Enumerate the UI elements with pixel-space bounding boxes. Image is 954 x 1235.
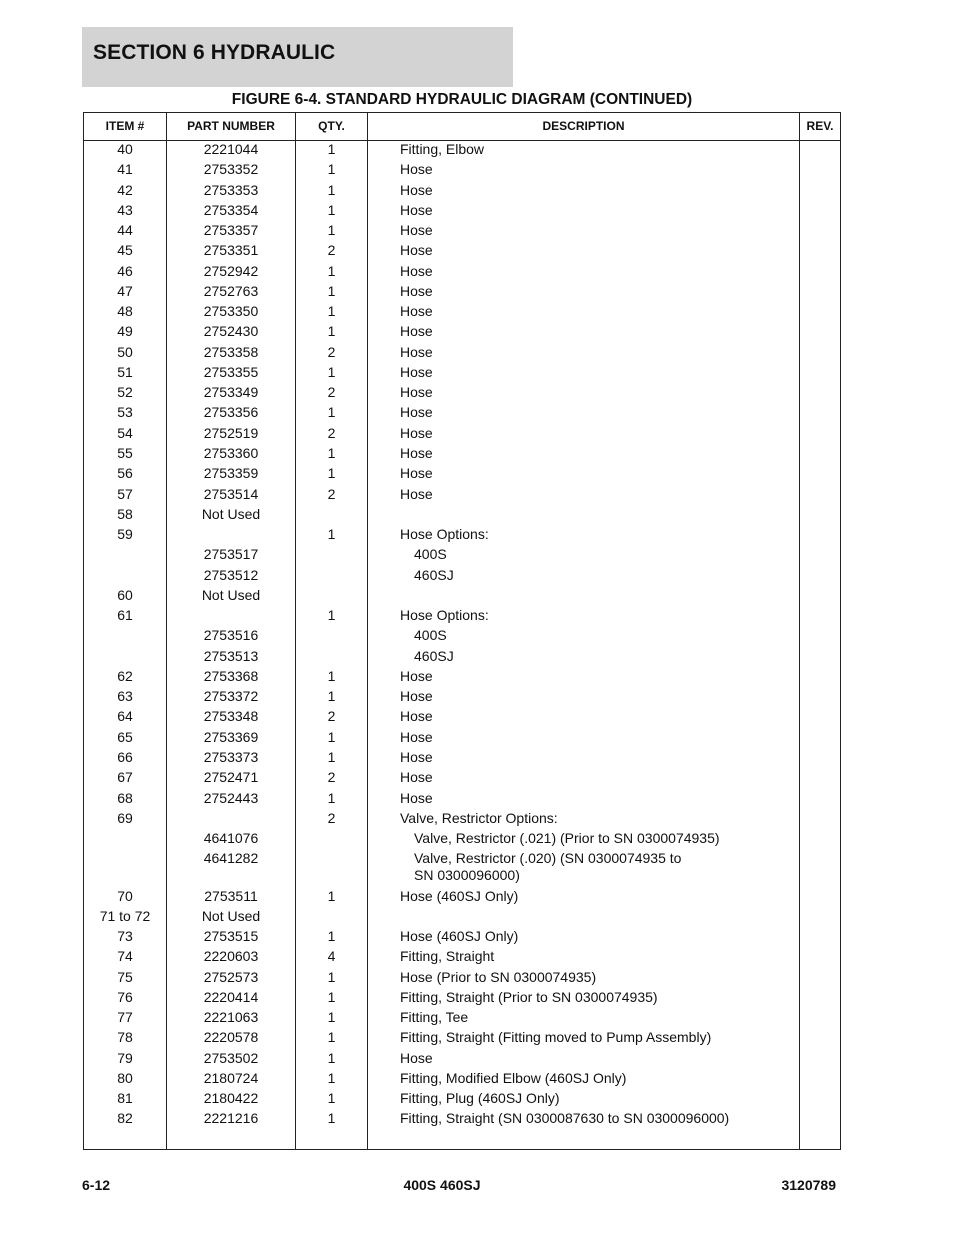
table-row [84, 384, 840, 404]
item-number-cell: 66 [117, 748, 133, 765]
description-line: Hose [400, 181, 433, 198]
part-number-cell: 4641282 [203, 850, 259, 867]
description-line: Valve, Restrictor (.021) (Prior to SN 0300074935) [414, 830, 720, 847]
qty-cell: 4 [327, 948, 336, 965]
table-row [84, 688, 840, 708]
description-line: Hose [400, 384, 433, 401]
qty-cell: 1 [327, 465, 336, 482]
item-number-cell: 57 [117, 485, 133, 502]
part-number-cell: Not Used [201, 505, 261, 522]
table-row [84, 141, 840, 161]
qty-cell: 1 [327, 181, 336, 198]
item-number-cell: 81 [117, 1090, 133, 1107]
table-row [84, 303, 840, 323]
description-line: Hose [400, 222, 433, 239]
description-cell [400, 668, 800, 685]
table-row [84, 283, 840, 303]
part-number-cell: 2753502 [203, 1049, 259, 1066]
description-cell [400, 688, 800, 705]
table-row [84, 989, 840, 1009]
part-number-cell: 2753353 [203, 181, 259, 198]
item-number-cell: 49 [117, 323, 133, 340]
table-row [84, 222, 840, 242]
qty-cell: 1 [327, 1029, 336, 1046]
item-number-cell: 79 [117, 1049, 133, 1066]
table-row [84, 850, 840, 887]
part-number-cell: 2220603 [203, 948, 259, 965]
description-cell [400, 526, 800, 543]
table-row [84, 1090, 840, 1110]
table-row [84, 790, 840, 810]
table-row [84, 969, 840, 989]
item-number-cell: 77 [117, 1009, 133, 1026]
qty-cell: 2 [327, 809, 336, 826]
part-number-cell: 2220578 [203, 1029, 259, 1046]
item-number-cell: 52 [117, 384, 133, 401]
description-cell [400, 425, 800, 442]
description-line: Hose [400, 404, 433, 421]
description-line: Hose (460SJ Only) [400, 887, 519, 904]
description-cell [400, 182, 800, 199]
description-line: Hose [400, 262, 433, 279]
qty-cell: 1 [327, 1009, 336, 1026]
qty-cell: 1 [327, 526, 336, 543]
part-number-cell: 2221063 [203, 1009, 259, 1026]
part-number-cell: 2753355 [203, 363, 259, 380]
qty-cell: 1 [327, 1090, 336, 1107]
description-line: Valve, Restrictor Options: [400, 809, 558, 826]
table-row [84, 1050, 840, 1070]
qty-cell: 1 [327, 1049, 336, 1066]
qty-cell: 1 [327, 688, 336, 705]
table-row [84, 1029, 840, 1049]
table-row [84, 161, 840, 181]
part-number-cell: 2753356 [203, 404, 259, 421]
qty-cell: 1 [327, 1069, 336, 1086]
item-number-cell: 51 [117, 363, 133, 380]
qty-cell: 1 [327, 887, 336, 904]
description-line: Hose [400, 748, 433, 765]
description-cell [414, 830, 814, 847]
table-row [84, 425, 840, 445]
table-row [84, 364, 840, 384]
description-line: Hose [400, 667, 433, 684]
description-line: Hose [400, 282, 433, 299]
description-cell [400, 607, 800, 624]
table-row [84, 526, 840, 546]
description-cell [400, 263, 800, 280]
qty-cell: 1 [327, 222, 336, 239]
item-number-cell: 47 [117, 282, 133, 299]
description-cell [400, 1050, 800, 1067]
table-row [84, 948, 840, 968]
figure-title: FIGURE 6-4. STANDARD HYDRAULIC DIAGRAM (CONTINUED) [231, 91, 693, 108]
description-line: Valve, Restrictor (.020) (SN 0300074935 to [414, 850, 682, 867]
description-cell [414, 567, 814, 584]
description-line: Hose [400, 1049, 433, 1066]
table-row [84, 928, 840, 948]
item-number-cell: 50 [117, 343, 133, 360]
part-number-cell: 2753357 [203, 222, 259, 239]
qty-cell: 1 [327, 728, 336, 745]
description-cell [400, 948, 800, 965]
item-number-cell: 74 [117, 948, 133, 965]
item-number-cell: 54 [117, 424, 133, 441]
qty-cell: 1 [327, 262, 336, 279]
column-header-description: DESCRIPTION [542, 119, 625, 133]
description-cell [400, 161, 800, 178]
description-cell [400, 141, 800, 158]
table-row [84, 202, 840, 222]
part-number-cell: 2753358 [203, 343, 259, 360]
qty-cell: 1 [327, 1110, 336, 1127]
part-number-cell: 2753511 [204, 887, 258, 904]
section-title: SECTION 6 HYDRAULIC [93, 41, 336, 64]
table-row [84, 182, 840, 202]
part-number-cell: 2753512 [203, 566, 259, 583]
parts-table [83, 112, 841, 1150]
item-number-cell: 46 [117, 262, 133, 279]
description-cell [400, 928, 800, 945]
description-line: 400S [414, 546, 447, 563]
qty-cell: 1 [327, 141, 336, 157]
table-row [84, 486, 840, 506]
description-line: Hose [400, 708, 433, 725]
description-cell [400, 1110, 800, 1127]
description-cell [400, 1009, 800, 1026]
description-line: Fitting, Straight (Prior to SN 0300074935) [400, 988, 658, 1005]
description-cell [400, 989, 800, 1006]
part-number-cell: 2753513 [203, 647, 259, 664]
part-number-cell: 2753354 [203, 201, 259, 218]
description-cell [400, 1090, 800, 1107]
description-cell [414, 850, 814, 884]
qty-cell: 1 [327, 363, 336, 380]
description-line: Hose [400, 465, 433, 482]
part-number-cell: 2753369 [203, 728, 259, 745]
description-cell [400, 283, 800, 300]
description-cell [400, 729, 800, 746]
description-cell [400, 364, 800, 381]
description-line: Hose [400, 201, 433, 218]
table-row [84, 607, 840, 627]
item-number-cell: 82 [117, 1110, 133, 1127]
part-number-cell: 2752471 [203, 769, 259, 786]
item-number-cell: 75 [117, 968, 133, 985]
qty-cell: 1 [327, 607, 336, 624]
description-line: SN 0300096000) [414, 867, 520, 884]
description-line: Hose [400, 424, 433, 441]
item-number-cell: 68 [117, 789, 133, 806]
column-header-qty: QTY. [318, 119, 345, 133]
part-number-cell: 2753360 [203, 444, 259, 461]
qty-cell: 1 [327, 748, 336, 765]
item-number-cell: 69 [117, 809, 133, 826]
part-number-cell: 2753372 [203, 688, 259, 705]
part-number-cell: 2753348 [203, 708, 259, 725]
part-number-cell: 2752443 [203, 789, 259, 806]
part-number-cell: Not Used [201, 586, 261, 603]
description-cell [400, 323, 800, 340]
description-line: Fitting, Straight [400, 948, 495, 965]
description-line: Fitting, Elbow [400, 141, 485, 157]
qty-cell: 1 [327, 323, 336, 340]
description-cell [414, 627, 814, 644]
description-line: Hose [400, 728, 433, 745]
description-cell [400, 810, 800, 827]
description-cell [400, 222, 800, 239]
table-row [84, 263, 840, 283]
item-number-cell: 62 [117, 667, 133, 684]
part-number-cell: 2753373 [203, 748, 259, 765]
description-cell [400, 404, 800, 421]
description-line: Hose (Prior to SN 0300074935) [400, 968, 597, 985]
column-header-item: ITEM # [105, 119, 145, 133]
part-number-cell: 2180724 [203, 1069, 259, 1086]
qty-cell: 1 [327, 303, 336, 320]
page-number: 6-12 [82, 1177, 111, 1193]
table-row [84, 242, 840, 262]
part-number-cell: 2752763 [203, 282, 259, 299]
table-row [84, 668, 840, 688]
item-number-cell: 65 [117, 728, 133, 745]
part-number-cell: 2752430 [203, 323, 259, 340]
description-line: Hose [400, 444, 433, 461]
table-row [84, 567, 840, 587]
description-line: Hose [400, 363, 433, 380]
description-line: Fitting, Straight (Fitting moved to Pump Assembly) [400, 1029, 712, 1046]
part-number-cell: 2753517 [203, 546, 259, 563]
description-line: Hose [400, 485, 433, 502]
table-body [84, 141, 840, 1131]
qty-cell: 2 [327, 242, 336, 259]
description-cell [414, 546, 814, 563]
item-number-cell: 78 [117, 1029, 133, 1046]
description-cell [400, 445, 800, 462]
description-line: Hose [400, 789, 433, 806]
qty-cell: 1 [327, 444, 336, 461]
description-line: Hose [400, 242, 433, 259]
description-cell [400, 749, 800, 766]
item-number-cell: 53 [117, 404, 133, 421]
table-row [84, 1110, 840, 1130]
part-number-cell: 2220414 [203, 988, 259, 1005]
description-cell [400, 465, 800, 482]
description-line: Hose [400, 303, 433, 320]
column-header-part-number: PART NUMBER [187, 119, 275, 133]
item-number-cell: 58 [117, 505, 133, 522]
description-line: Fitting, Plug (460SJ Only) [400, 1090, 560, 1107]
part-number-cell: 2752519 [203, 424, 259, 441]
description-line: Hose Options: [400, 526, 489, 543]
description-line: 460SJ [414, 566, 454, 583]
part-number-cell: 2753349 [203, 384, 259, 401]
item-number-cell: 63 [117, 688, 133, 705]
table-row [84, 587, 840, 607]
part-number-cell: 4641076 [203, 830, 259, 847]
column-header-rev: REV. [806, 119, 834, 133]
item-number-cell: 67 [117, 769, 133, 786]
item-number-cell: 41 [117, 161, 133, 178]
qty-cell: 1 [327, 968, 336, 985]
description-cell [400, 1029, 800, 1046]
table-row [84, 627, 840, 647]
description-cell [400, 202, 800, 219]
qty-cell: 1 [327, 667, 336, 684]
part-number-cell: 2753368 [203, 667, 259, 684]
table-row [84, 648, 840, 668]
part-number-cell: 2753515 [203, 928, 259, 945]
qty-cell: 1 [327, 161, 336, 178]
table-row [84, 465, 840, 485]
table-row [84, 344, 840, 364]
table-row [84, 1009, 840, 1029]
part-number-cell: 2180422 [203, 1090, 259, 1107]
description-cell [400, 708, 800, 725]
section-banner [82, 27, 513, 87]
table-row [84, 749, 840, 769]
qty-cell: 1 [327, 201, 336, 218]
qty-cell: 2 [327, 708, 336, 725]
table-row [84, 506, 840, 526]
qty-cell: 1 [327, 282, 336, 299]
part-number-cell: 2753350 [203, 303, 259, 320]
description-cell [400, 486, 800, 503]
description-cell [400, 1070, 800, 1087]
part-number-cell: 2753351 [203, 242, 259, 259]
item-number-cell: 61 [117, 607, 133, 624]
description-line: Hose [400, 161, 433, 178]
qty-cell: 1 [327, 928, 336, 945]
item-number-cell: 48 [117, 303, 133, 320]
part-number-cell: 2753516 [203, 627, 259, 644]
qty-cell: 2 [327, 343, 336, 360]
item-number-cell: 64 [117, 708, 133, 725]
description-cell [400, 344, 800, 361]
description-line: Hose Options: [400, 607, 489, 624]
qty-cell: 2 [327, 384, 336, 401]
description-line: 460SJ [414, 647, 454, 664]
table-row [84, 445, 840, 465]
table-row [84, 729, 840, 749]
item-number-cell: 71 to 72 [99, 907, 151, 924]
item-number-cell: 55 [117, 444, 133, 461]
description-cell [400, 242, 800, 259]
item-number-cell: 76 [117, 988, 133, 1005]
item-number-cell: 73 [117, 928, 133, 945]
item-number-cell: 59 [117, 526, 133, 543]
part-number-cell: 2752573 [203, 968, 259, 985]
model-name: 400S 460SJ [403, 1177, 481, 1193]
qty-cell: 2 [327, 424, 336, 441]
description-cell [414, 648, 814, 665]
description-line: Fitting, Tee [400, 1009, 469, 1026]
description-line: Hose [400, 769, 433, 786]
table-row [84, 830, 840, 850]
item-number-cell: 80 [117, 1069, 133, 1086]
qty-cell: 2 [327, 769, 336, 786]
item-number-cell: 43 [117, 201, 133, 218]
item-number-cell: 60 [117, 586, 133, 603]
qty-cell: 1 [327, 404, 336, 421]
table-row [84, 546, 840, 566]
item-number-cell: 45 [117, 242, 133, 259]
part-number-cell: Not Used [201, 907, 261, 924]
description-line: Hose [400, 688, 433, 705]
part-number-cell: 2753514 [203, 485, 259, 502]
table-row [84, 769, 840, 789]
part-number-cell: 2753352 [203, 161, 259, 178]
part-number-cell: 2221216 [203, 1110, 259, 1127]
item-number-cell: 70 [117, 887, 133, 904]
description-cell [400, 769, 800, 786]
description-cell [400, 384, 800, 401]
description-line: Hose (460SJ Only) [400, 928, 519, 945]
table-row [84, 323, 840, 343]
item-number-cell: 42 [117, 181, 133, 198]
qty-cell: 2 [327, 485, 336, 502]
item-number-cell: 40 [117, 141, 133, 157]
qty-cell: 1 [327, 988, 336, 1005]
document-number: 3120789 [781, 1177, 836, 1193]
table-row [84, 810, 840, 830]
description-line: Hose [400, 343, 433, 360]
table-row [84, 908, 840, 928]
description-line: 400S [414, 627, 447, 644]
table-row [84, 1070, 840, 1090]
description-cell [400, 888, 800, 905]
description-cell [400, 790, 800, 807]
part-number-cell: 2753359 [203, 465, 259, 482]
table-row [84, 404, 840, 424]
qty-cell: 1 [327, 789, 336, 806]
description-line: Fitting, Modified Elbow (460SJ Only) [400, 1069, 627, 1086]
description-cell [400, 969, 800, 986]
description-cell [400, 303, 800, 320]
description-line: Hose [400, 323, 433, 340]
item-number-cell: 56 [117, 465, 133, 482]
part-number-cell: 2221044 [203, 141, 259, 157]
description-line: Fitting, Straight (SN 0300087630 to SN 0300096000) [400, 1110, 730, 1127]
part-number-cell: 2752942 [203, 262, 259, 279]
table-row [84, 708, 840, 728]
item-number-cell: 44 [117, 222, 133, 239]
table-row [84, 888, 840, 908]
